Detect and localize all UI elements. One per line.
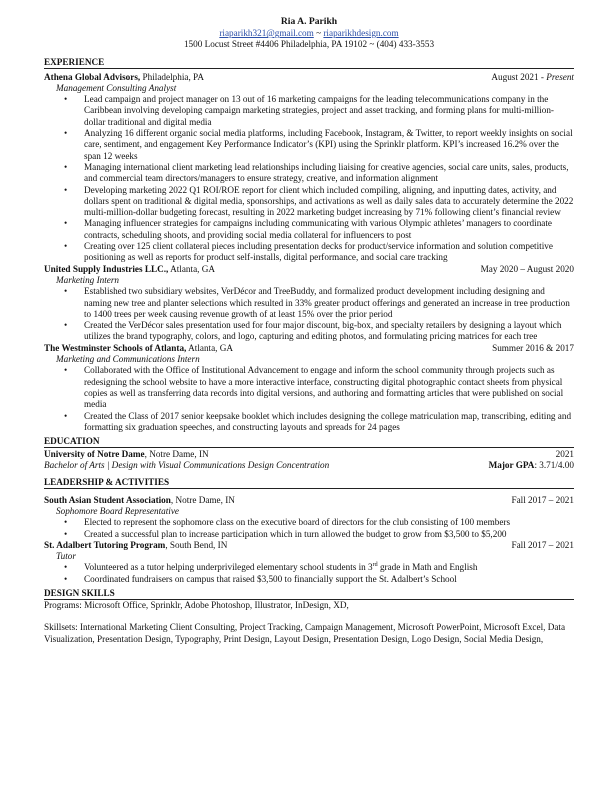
gpa-value: : 3.71/4.00 bbox=[534, 460, 574, 471]
job-role: Marketing and Communications Intern bbox=[56, 354, 200, 365]
job-entry bbox=[44, 264, 574, 343]
bullet-item: • Created the Class of 2017 senior keepsake booklet which includes designing the college matriculation map, transcribing, editing and formatting six graduation speeches, and constructing layouts and spreads for 24 pages bbox=[44, 411, 574, 434]
graduation-year: 2021 bbox=[555, 449, 574, 460]
resume-page bbox=[44, 0, 574, 645]
job-role: Management Consulting Analyst bbox=[56, 82, 177, 93]
email-link[interactable]: riaparikh321@gmail.com bbox=[219, 28, 314, 38]
degree-row bbox=[44, 460, 574, 471]
activity-bullets bbox=[44, 562, 574, 585]
activity-dates: Fall 2017 – 2021 bbox=[511, 539, 574, 550]
candidate-name: Ria A. Parikh bbox=[280, 16, 338, 27]
job-location: Philadelphia, PA bbox=[140, 71, 204, 82]
job-dates-present: Present bbox=[546, 71, 574, 82]
activity-location: , South Bend, IN bbox=[165, 539, 228, 550]
bullet-item: • Managing influencer strategies for campaigns including communicating with various Olympic athletes’ managers to coordinate contracts, scheduling shoots, and providing social media collateral for influencers to post bbox=[44, 218, 574, 241]
bullet-item: • Coordinated fundraisers on campus that raised $3,500 to financially support the St. Adalbert’s School bbox=[44, 574, 574, 585]
activity-location: , Notre Dame, IN bbox=[170, 494, 235, 505]
bullet-item: • Established two subsidiary websites, VerDécor and TreeBuddy, and formalized product development including designing and naming new tree and planter selections which resulted in 33% greater product offerings and generated an increase in tree production to 1400 trees per week causing revenue growth of at least 15% over the prior period bbox=[44, 286, 574, 320]
job-location: Atlanta, GA bbox=[168, 263, 216, 274]
job-bullets bbox=[44, 365, 574, 433]
job-role: Marketing Intern bbox=[56, 274, 120, 285]
bullet-item: • Managing international client marketing lead relationships including liaising for creative agencies, social care units, sales, products, and commercial team directors/managers to ensure strategy, creative, and information alignment bbox=[44, 162, 574, 185]
education-heading: EDUCATION bbox=[44, 436, 574, 448]
activity-entry bbox=[44, 495, 574, 540]
education-header bbox=[44, 449, 574, 460]
activity-entry bbox=[44, 540, 574, 585]
activity-org: South Asian Student Association bbox=[44, 494, 171, 505]
job-org: Athena Global Advisors, bbox=[44, 71, 141, 82]
activity-header bbox=[44, 540, 574, 551]
programs-line: Programs: Microsoft Office, Sprinklr, Adobe Photoshop, Illustrator, InDesign, XD, bbox=[44, 600, 349, 611]
contact-line: 1500 Locust Street #4406 Philadelphia, PA 19102 ~ (404) 433-3553 bbox=[183, 39, 435, 50]
website-link[interactable]: riaparikhdesign.com bbox=[323, 28, 399, 38]
bullet-item: • Collaborated with the Office of Institutional Advancement to engage and inform the school community through projects such as redesigning the school website to have a more interactive interface, constructing digital photographic contact sheets from physical copies as well as transferring data records into digital versions, and authoring and formatting articles that were published on social media bbox=[44, 365, 574, 410]
job-org: United Supply Industries LLC., bbox=[44, 263, 169, 274]
contact-links bbox=[44, 28, 574, 39]
bullet-item: • Created the VerDécor sales presentation used for four major discount, big-box, and specialty retailers by designing a layout which utilizes the brand typography, colors, and logo, capturing and editing photos, and formulating pricing matrices for each tree bbox=[44, 320, 574, 343]
degree: Bachelor of Arts | Design with Visual Communications Design Concentration bbox=[44, 460, 330, 471]
job-location: Atlanta, GA bbox=[186, 342, 234, 353]
education-entry bbox=[44, 449, 574, 472]
skills-block bbox=[44, 600, 574, 645]
experience-heading: EXPERIENCE bbox=[44, 57, 574, 69]
bullet-item: • Developing marketing 2022 Q1 ROI/ROE report for client which included compiling, aligning, and inputting dates, activity, and dollars spent on traditional & digital media, sponsorships, and activations as well as daily sales data to accurately determine the 2022 multi-million-dollar budgeting forecast, resulting in 2022 marketing budget increasing by 71% following client’s financial review bbox=[44, 185, 574, 219]
job-dates: Summer 2016 & 2017 bbox=[492, 342, 574, 353]
job-bullets bbox=[44, 286, 574, 342]
skillsets-line: Skillsets: International Marketing Client Consulting, Project Tracking, Campaign Management, Microsoft PowerPoint, Microsoft Excel, Data Visualization, Presentation Design, Typography, Print Design, Layout Design, Presentation Design, Logo Design, Social Media Design, bbox=[44, 622, 566, 644]
school-name: University of Notre Dame bbox=[44, 449, 145, 460]
job-dates: August 2021 - bbox=[491, 71, 547, 82]
activity-role: Tutor bbox=[56, 551, 76, 562]
job-bullets bbox=[44, 94, 574, 263]
job-org: The Westminster Schools of Atlanta, bbox=[44, 342, 187, 353]
leadership-heading: LEADERSHIP & ACTIVITIES bbox=[44, 477, 574, 489]
gpa-label: Major GPA bbox=[488, 460, 535, 471]
skills-heading: DESIGN SKILLS bbox=[44, 588, 574, 600]
job-header bbox=[44, 264, 574, 275]
school-location: , Notre Dame, IN bbox=[144, 449, 209, 460]
resume-header bbox=[44, 16, 574, 51]
bullet-item: • Created a successful plan to increase participation which in turn allowed the budget to grow from $3,500 to $5,200 bbox=[44, 529, 574, 540]
bullet-item: • Creating over 125 client collateral pieces including presentation decks for product/service information and solution competitive positioning as well as reports for product self-installs, digital performance, and social care tracking bbox=[44, 241, 574, 264]
job-header bbox=[44, 343, 574, 354]
job-entry bbox=[44, 72, 574, 264]
job-header bbox=[44, 72, 574, 83]
activity-dates: Fall 2017 – 2021 bbox=[511, 494, 574, 505]
job-entry bbox=[44, 343, 574, 433]
bullet-item: • Analyzing 16 different organic social media platforms, including Facebook, Instagram, & Twitter, to report weekly insights on social care, sentiment, and engagement Key Performance Indicator’s (KPI) using the Sprinklr platform. KPI’s increased 16.2% over the span 12 weeks bbox=[44, 128, 574, 162]
activity-header bbox=[44, 495, 574, 506]
bullet-item: • Elected to represent the sophomore class on the executive board of directors for the club consisting of 100 members bbox=[44, 517, 574, 528]
activity-role: Sophomore Board Representative bbox=[56, 505, 179, 516]
bullet-item: • Lead campaign and project manager on 13 out of 16 marketing campaigns for the leading telecommunications company in the Caribbean involving developing campaign marketing strategies, project and asset tracking, and forming plans for multi-million-dollar traditional and digital media bbox=[44, 94, 574, 128]
link-separator: ~ bbox=[313, 28, 324, 38]
bullet-item: • Volunteered as a tutor helping underprivileged elementary school students in 3rd grade in Math and English bbox=[44, 562, 574, 573]
activity-org: St. Adalbert Tutoring Program bbox=[44, 539, 166, 550]
activity-bullets bbox=[44, 517, 574, 540]
job-dates: May 2020 – August 2020 bbox=[480, 263, 574, 274]
